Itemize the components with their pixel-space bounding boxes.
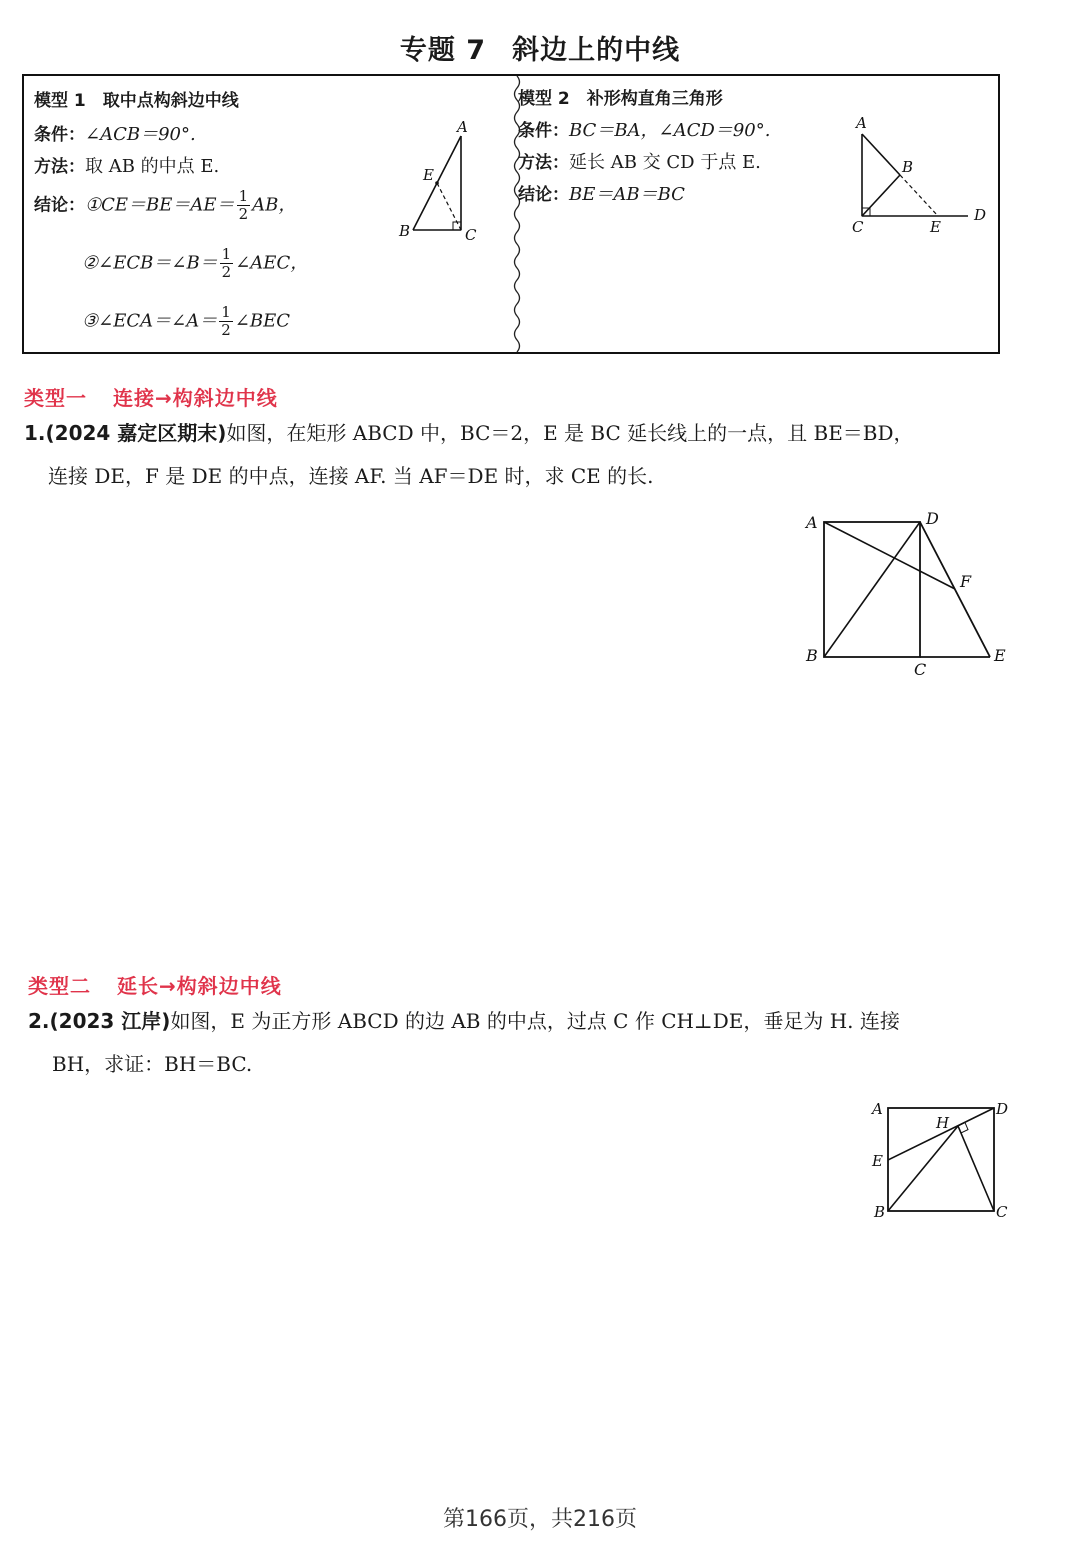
model2-figure — [844, 112, 994, 242]
model2-method: 方法：延长 AB 交 CD 于点 E. — [518, 152, 761, 173]
model2-condition: 条件：BC＝BA，∠ACD＝90°. — [518, 120, 771, 141]
section-type-2: 类型二 延长→构斜边中线 — [28, 974, 282, 998]
label-C: C — [914, 660, 927, 679]
label-A: A — [872, 1100, 883, 1118]
model1-figure — [389, 116, 499, 246]
model2-conclusion: 结论：BE＝AB＝BC — [518, 184, 685, 205]
wavy-divider — [510, 76, 524, 352]
label-H: H — [936, 1114, 950, 1132]
label-C: C — [465, 226, 477, 244]
label-A: A — [457, 118, 468, 136]
question-1-line-1: 1.(2024 嘉定区期末)如图，在矩形 ABCD 中，BC＝2，E 是 BC 延长线上的一点，且 BE＝BD， — [24, 421, 914, 445]
label-F: F — [960, 572, 972, 591]
question-1-line-2: 连接 DE，F 是 DE 的中点，连接 AF. 当 AF＝DE 时，求 CE 的长. — [48, 464, 654, 488]
fraction-half: $\frac{1}{2}$ — [238, 187, 249, 223]
question-2-figure — [866, 1094, 1016, 1226]
label-A: A — [856, 114, 867, 132]
label-C: C — [852, 218, 864, 236]
fraction-half: $\frac{1}{2}$ — [221, 245, 232, 281]
question-2-line-2: BH，求证：BH＝BC. — [52, 1052, 253, 1076]
model1-conclusion-1: 结论：①CE＝BE＝AE＝ $\frac{1}{2}$ AB， — [34, 187, 297, 223]
page-title — [0, 28, 1080, 67]
model1-method: 方法：取 AB 的中点 E. — [34, 156, 220, 177]
label-D: D — [996, 1100, 1009, 1118]
topic-title: 斜边上的中线 — [512, 35, 681, 66]
topic-number: 专题 7 — [399, 35, 487, 66]
label-D: D — [974, 206, 987, 224]
model2-heading: 模型 2 补形构直角三角形 — [518, 89, 723, 109]
model1-conclusion-3: ③∠ECA＝∠A＝ $\frac{1}{2}$ ∠BEC — [82, 303, 290, 339]
label-E: E — [994, 646, 1006, 665]
label-E: E — [872, 1152, 883, 1170]
section-type-1: 类型一 连接→构斜边中线 — [24, 386, 278, 410]
model1-heading: 模型 1 取中点构斜边中线 — [34, 91, 239, 111]
label-E: E — [423, 166, 434, 184]
question-1-figure — [796, 508, 1016, 684]
model1-condition: 条件：∠ACB＝90°. — [34, 124, 196, 145]
label-B: B — [902, 158, 914, 176]
label-C: C — [996, 1203, 1008, 1221]
question-2-line-1: 2.(2023 江岸)如图，E 为正方形 ABCD 的边 AB 的中点，过点 C 作 CH⊥DE，垂足为 H. 连接 — [28, 1009, 900, 1033]
fraction-half: $\frac{1}{2}$ — [221, 303, 231, 339]
label-E: E — [930, 218, 941, 236]
label-B: B — [874, 1203, 886, 1221]
label-B: B — [399, 222, 411, 240]
model-box — [22, 74, 1000, 354]
model1-conclusion-2: ②∠ECB＝∠B＝ $\frac{1}{2}$ ∠AEC， — [82, 245, 309, 281]
label-B: B — [806, 646, 818, 665]
label-D: D — [926, 509, 939, 528]
label-A: A — [806, 513, 818, 532]
page-footer: 第166页，共216页 — [443, 1507, 637, 1532]
